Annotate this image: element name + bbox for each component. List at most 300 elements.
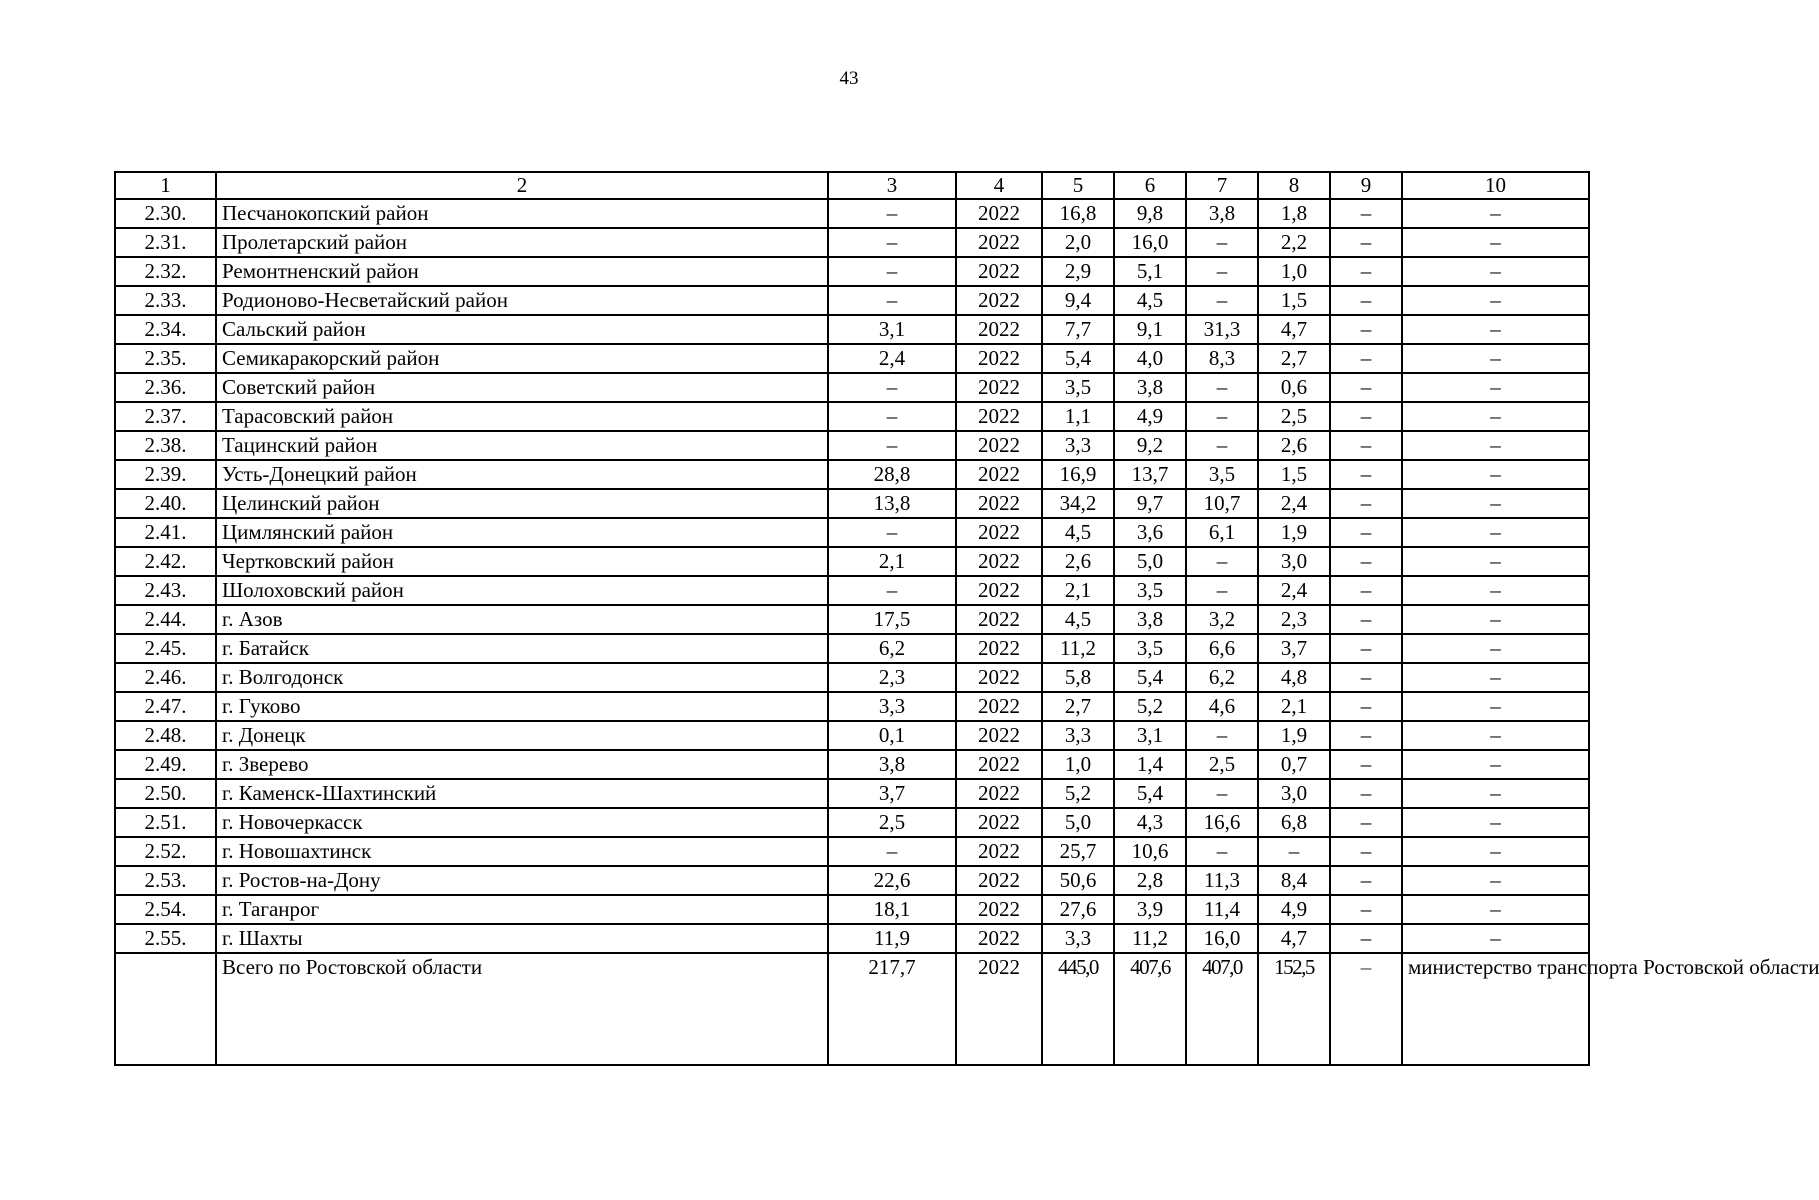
table-row bbox=[115, 750, 1589, 779]
row-cell-6: 3,5 bbox=[1114, 576, 1186, 605]
row-cell-8: 1,5 bbox=[1258, 286, 1330, 315]
row-cell-5: 1,1 bbox=[1042, 402, 1114, 431]
row-number: 2.41. bbox=[115, 518, 216, 547]
row-cell-6: 4,0 bbox=[1114, 344, 1186, 373]
row-cell-9: – bbox=[1330, 286, 1402, 315]
row-number: 2.46. bbox=[115, 663, 216, 692]
header-cell-10: 10 bbox=[1402, 172, 1589, 199]
row-cell-10: – bbox=[1402, 286, 1589, 315]
row-number: 2.49. bbox=[115, 750, 216, 779]
row-cell-10: – bbox=[1402, 402, 1589, 431]
row-cell-3: – bbox=[828, 402, 956, 431]
header-cell-7: 7 bbox=[1186, 172, 1258, 199]
row-cell-4: 2022 bbox=[956, 373, 1042, 402]
row-cell-3: 11,9 bbox=[828, 924, 956, 953]
row-cell-9: – bbox=[1330, 518, 1402, 547]
row-name: Чертковский район bbox=[216, 547, 828, 576]
row-cell-4: 2022 bbox=[956, 576, 1042, 605]
row-cell-10: – bbox=[1402, 924, 1589, 953]
row-cell-10: – bbox=[1402, 895, 1589, 924]
row-cell-9: – bbox=[1330, 750, 1402, 779]
row-cell-5: 9,4 bbox=[1042, 286, 1114, 315]
row-cell-6: 9,8 bbox=[1114, 199, 1186, 228]
row-cell-4: 2022 bbox=[956, 518, 1042, 547]
row-cell-3: 2,1 bbox=[828, 547, 956, 576]
header-cell-4: 4 bbox=[956, 172, 1042, 199]
row-cell-8: 8,4 bbox=[1258, 866, 1330, 895]
row-number: 2.53. bbox=[115, 866, 216, 895]
row-cell-5: 2,1 bbox=[1042, 576, 1114, 605]
row-name: Советский район bbox=[216, 373, 828, 402]
row-cell-6: 5,4 bbox=[1114, 779, 1186, 808]
row-number: 2.55. bbox=[115, 924, 216, 953]
total-label: Всего по Ростовской области bbox=[216, 953, 828, 1065]
table-row bbox=[115, 315, 1589, 344]
row-cell-9: – bbox=[1330, 460, 1402, 489]
row-cell-4: 2022 bbox=[956, 460, 1042, 489]
total-responsible: министерство транспорта Ростовской области bbox=[1402, 953, 1589, 1065]
row-cell-7: – bbox=[1186, 228, 1258, 257]
row-cell-8: – bbox=[1258, 837, 1330, 866]
row-cell-3: 3,3 bbox=[828, 692, 956, 721]
row-name: Тацинский район bbox=[216, 431, 828, 460]
row-cell-5: 5,2 bbox=[1042, 779, 1114, 808]
total-row bbox=[115, 953, 1589, 1065]
row-name: Шолоховский район bbox=[216, 576, 828, 605]
row-name: г. Ростов-на-Дону bbox=[216, 866, 828, 895]
row-cell-5: 2,7 bbox=[1042, 692, 1114, 721]
row-number: 2.44. bbox=[115, 605, 216, 634]
row-name: г. Новочеркасск bbox=[216, 808, 828, 837]
row-cell-5: 4,5 bbox=[1042, 605, 1114, 634]
row-cell-3: – bbox=[828, 518, 956, 547]
row-number: 2.33. bbox=[115, 286, 216, 315]
table-row bbox=[115, 518, 1589, 547]
row-cell-4: 2022 bbox=[956, 257, 1042, 286]
header-cell-5: 5 bbox=[1042, 172, 1114, 199]
row-cell-3: – bbox=[828, 286, 956, 315]
row-name: Семикаракорский район bbox=[216, 344, 828, 373]
row-name: Родионово-Несветайский район bbox=[216, 286, 828, 315]
header-cell-9: 9 bbox=[1330, 172, 1402, 199]
row-cell-9: – bbox=[1330, 721, 1402, 750]
row-cell-6: 11,2 bbox=[1114, 924, 1186, 953]
row-cell-4: 2022 bbox=[956, 228, 1042, 257]
row-cell-9: – bbox=[1330, 779, 1402, 808]
row-cell-8: 1,0 bbox=[1258, 257, 1330, 286]
table-row bbox=[115, 924, 1589, 953]
total-cell-6: 407,6 bbox=[1114, 953, 1186, 1065]
row-cell-8: 2,4 bbox=[1258, 489, 1330, 518]
table-row bbox=[115, 199, 1589, 228]
row-cell-5: 25,7 bbox=[1042, 837, 1114, 866]
row-cell-4: 2022 bbox=[956, 808, 1042, 837]
total-cell-3: 217,7 bbox=[828, 953, 956, 1065]
row-cell-3: – bbox=[828, 228, 956, 257]
header-row bbox=[115, 172, 1589, 199]
table-row bbox=[115, 692, 1589, 721]
row-cell-10: – bbox=[1402, 721, 1589, 750]
row-cell-3: – bbox=[828, 837, 956, 866]
row-cell-8: 1,5 bbox=[1258, 460, 1330, 489]
row-cell-10: – bbox=[1402, 750, 1589, 779]
row-cell-5: 2,6 bbox=[1042, 547, 1114, 576]
row-cell-7: – bbox=[1186, 286, 1258, 315]
row-cell-8: 6,8 bbox=[1258, 808, 1330, 837]
row-cell-10: – bbox=[1402, 199, 1589, 228]
row-cell-6: 3,5 bbox=[1114, 634, 1186, 663]
row-cell-8: 1,9 bbox=[1258, 518, 1330, 547]
row-cell-7: – bbox=[1186, 431, 1258, 460]
row-cell-6: 3,8 bbox=[1114, 605, 1186, 634]
row-cell-6: 5,4 bbox=[1114, 663, 1186, 692]
row-cell-3: 3,8 bbox=[828, 750, 956, 779]
row-cell-10: – bbox=[1402, 518, 1589, 547]
row-cell-10: – bbox=[1402, 663, 1589, 692]
row-cell-3: 3,1 bbox=[828, 315, 956, 344]
row-cell-3: 3,7 bbox=[828, 779, 956, 808]
row-cell-4: 2022 bbox=[956, 547, 1042, 576]
row-cell-10: – bbox=[1402, 489, 1589, 518]
row-cell-7: 11,3 bbox=[1186, 866, 1258, 895]
row-cell-3: 6,2 bbox=[828, 634, 956, 663]
row-cell-8: 2,2 bbox=[1258, 228, 1330, 257]
row-cell-9: – bbox=[1330, 547, 1402, 576]
row-cell-9: – bbox=[1330, 663, 1402, 692]
row-cell-4: 2022 bbox=[956, 286, 1042, 315]
row-cell-4: 2022 bbox=[956, 344, 1042, 373]
row-cell-10: – bbox=[1402, 808, 1589, 837]
table-row bbox=[115, 344, 1589, 373]
row-cell-8: 3,0 bbox=[1258, 547, 1330, 576]
row-cell-7: – bbox=[1186, 373, 1258, 402]
row-name: г. Новошахтинск bbox=[216, 837, 828, 866]
row-number: 2.40. bbox=[115, 489, 216, 518]
row-cell-5: 4,5 bbox=[1042, 518, 1114, 547]
row-cell-3: – bbox=[828, 431, 956, 460]
row-cell-6: 4,3 bbox=[1114, 808, 1186, 837]
row-cell-4: 2022 bbox=[956, 315, 1042, 344]
row-cell-10: – bbox=[1402, 576, 1589, 605]
row-cell-8: 1,8 bbox=[1258, 199, 1330, 228]
row-cell-7: – bbox=[1186, 837, 1258, 866]
row-cell-5: 3,3 bbox=[1042, 431, 1114, 460]
row-cell-10: – bbox=[1402, 547, 1589, 576]
row-cell-8: 0,7 bbox=[1258, 750, 1330, 779]
row-cell-6: 13,7 bbox=[1114, 460, 1186, 489]
row-cell-6: 9,2 bbox=[1114, 431, 1186, 460]
row-cell-9: – bbox=[1330, 924, 1402, 953]
row-cell-4: 2022 bbox=[956, 750, 1042, 779]
row-cell-4: 2022 bbox=[956, 489, 1042, 518]
row-cell-6: 9,7 bbox=[1114, 489, 1186, 518]
row-number: 2.47. bbox=[115, 692, 216, 721]
row-cell-9: – bbox=[1330, 692, 1402, 721]
row-cell-7: 31,3 bbox=[1186, 315, 1258, 344]
row-cell-7: 3,8 bbox=[1186, 199, 1258, 228]
row-cell-8: 2,7 bbox=[1258, 344, 1330, 373]
row-cell-9: – bbox=[1330, 373, 1402, 402]
row-cell-8: 4,8 bbox=[1258, 663, 1330, 692]
row-cell-8: 3,0 bbox=[1258, 779, 1330, 808]
table-row bbox=[115, 460, 1589, 489]
row-cell-6: 4,5 bbox=[1114, 286, 1186, 315]
row-cell-8: 3,7 bbox=[1258, 634, 1330, 663]
row-name: Цимлянский район bbox=[216, 518, 828, 547]
row-cell-7: 3,5 bbox=[1186, 460, 1258, 489]
row-number: 2.38. bbox=[115, 431, 216, 460]
row-number: 2.50. bbox=[115, 779, 216, 808]
row-cell-3: 17,5 bbox=[828, 605, 956, 634]
table-row bbox=[115, 228, 1589, 257]
row-cell-9: – bbox=[1330, 576, 1402, 605]
row-number: 2.34. bbox=[115, 315, 216, 344]
table-row bbox=[115, 837, 1589, 866]
table-row bbox=[115, 721, 1589, 750]
row-cell-6: 3,9 bbox=[1114, 895, 1186, 924]
header-cell-8: 8 bbox=[1258, 172, 1330, 199]
row-cell-10: – bbox=[1402, 634, 1589, 663]
row-cell-8: 2,3 bbox=[1258, 605, 1330, 634]
row-cell-7: 16,6 bbox=[1186, 808, 1258, 837]
row-cell-7: 6,1 bbox=[1186, 518, 1258, 547]
row-name: г. Донецк bbox=[216, 721, 828, 750]
row-cell-6: 3,8 bbox=[1114, 373, 1186, 402]
row-cell-10: – bbox=[1402, 692, 1589, 721]
header-cell-3: 3 bbox=[828, 172, 956, 199]
row-cell-3: 18,1 bbox=[828, 895, 956, 924]
row-cell-5: 34,2 bbox=[1042, 489, 1114, 518]
row-cell-8: 2,6 bbox=[1258, 431, 1330, 460]
row-cell-7: 3,2 bbox=[1186, 605, 1258, 634]
total-cell-5: 445,0 bbox=[1042, 953, 1114, 1065]
row-cell-4: 2022 bbox=[956, 605, 1042, 634]
row-cell-5: 1,0 bbox=[1042, 750, 1114, 779]
row-cell-6: 2,8 bbox=[1114, 866, 1186, 895]
total-num bbox=[115, 953, 216, 1065]
row-number: 2.30. bbox=[115, 199, 216, 228]
row-cell-7: 6,2 bbox=[1186, 663, 1258, 692]
row-cell-8: 1,9 bbox=[1258, 721, 1330, 750]
row-cell-6: 1,4 bbox=[1114, 750, 1186, 779]
table-row bbox=[115, 547, 1589, 576]
row-cell-5: 5,8 bbox=[1042, 663, 1114, 692]
row-cell-9: – bbox=[1330, 866, 1402, 895]
row-cell-8: 2,4 bbox=[1258, 576, 1330, 605]
table-row bbox=[115, 576, 1589, 605]
table-row bbox=[115, 431, 1589, 460]
row-cell-7: – bbox=[1186, 779, 1258, 808]
row-name: Тарасовский район bbox=[216, 402, 828, 431]
row-cell-3: 28,8 bbox=[828, 460, 956, 489]
row-cell-10: – bbox=[1402, 431, 1589, 460]
row-cell-5: 2,9 bbox=[1042, 257, 1114, 286]
row-cell-4: 2022 bbox=[956, 692, 1042, 721]
row-cell-5: 7,7 bbox=[1042, 315, 1114, 344]
row-cell-9: – bbox=[1330, 489, 1402, 518]
row-cell-3: – bbox=[828, 257, 956, 286]
table-row bbox=[115, 895, 1589, 924]
row-cell-6: 4,9 bbox=[1114, 402, 1186, 431]
total-cell-7: 407,0 bbox=[1186, 953, 1258, 1065]
row-number: 2.45. bbox=[115, 634, 216, 663]
page-number: 43 bbox=[839, 68, 859, 89]
row-number: 2.35. bbox=[115, 344, 216, 373]
row-name: г. Волгодонск bbox=[216, 663, 828, 692]
row-cell-7: – bbox=[1186, 547, 1258, 576]
row-cell-9: – bbox=[1330, 344, 1402, 373]
row-cell-9: – bbox=[1330, 402, 1402, 431]
row-cell-3: 22,6 bbox=[828, 866, 956, 895]
row-cell-6: 5,1 bbox=[1114, 257, 1186, 286]
row-cell-9: – bbox=[1330, 634, 1402, 663]
table-row bbox=[115, 808, 1589, 837]
row-number: 2.31. bbox=[115, 228, 216, 257]
row-cell-3: 2,4 bbox=[828, 344, 956, 373]
row-cell-5: 5,4 bbox=[1042, 344, 1114, 373]
row-number: 2.32. bbox=[115, 257, 216, 286]
row-cell-10: – bbox=[1402, 837, 1589, 866]
total-cell-4: 2022 bbox=[956, 953, 1042, 1065]
row-cell-8: 0,6 bbox=[1258, 373, 1330, 402]
row-name: г. Батайск bbox=[216, 634, 828, 663]
header-cell-6: 6 bbox=[1114, 172, 1186, 199]
row-cell-7: 6,6 bbox=[1186, 634, 1258, 663]
row-cell-7: – bbox=[1186, 721, 1258, 750]
row-cell-7: 16,0 bbox=[1186, 924, 1258, 953]
row-cell-9: – bbox=[1330, 228, 1402, 257]
row-cell-9: – bbox=[1330, 605, 1402, 634]
row-cell-7: 11,4 bbox=[1186, 895, 1258, 924]
row-cell-5: 16,9 bbox=[1042, 460, 1114, 489]
row-cell-7: 2,5 bbox=[1186, 750, 1258, 779]
row-cell-6: 16,0 bbox=[1114, 228, 1186, 257]
header-cell-2: 2 bbox=[216, 172, 828, 199]
row-cell-4: 2022 bbox=[956, 837, 1042, 866]
row-cell-4: 2022 bbox=[956, 199, 1042, 228]
row-name: Усть-Донецкий район bbox=[216, 460, 828, 489]
row-name: Ремонтненский район bbox=[216, 257, 828, 286]
data-table bbox=[114, 171, 1819, 1066]
row-cell-10: – bbox=[1402, 315, 1589, 344]
row-cell-4: 2022 bbox=[956, 431, 1042, 460]
row-cell-6: 10,6 bbox=[1114, 837, 1186, 866]
row-cell-5: 16,8 bbox=[1042, 199, 1114, 228]
row-cell-10: – bbox=[1402, 779, 1589, 808]
row-number: 2.36. bbox=[115, 373, 216, 402]
total-cell-9: – bbox=[1330, 953, 1402, 1065]
row-cell-10: – bbox=[1402, 373, 1589, 402]
row-cell-6: 3,1 bbox=[1114, 721, 1186, 750]
row-cell-4: 2022 bbox=[956, 866, 1042, 895]
row-name: г. Каменск-Шахтинский bbox=[216, 779, 828, 808]
row-cell-9: – bbox=[1330, 315, 1402, 344]
row-cell-4: 2022 bbox=[956, 721, 1042, 750]
row-cell-5: 11,2 bbox=[1042, 634, 1114, 663]
row-cell-10: – bbox=[1402, 257, 1589, 286]
row-number: 2.51. bbox=[115, 808, 216, 837]
row-cell-5: 2,0 bbox=[1042, 228, 1114, 257]
row-cell-10: – bbox=[1402, 460, 1589, 489]
row-name: Целинский район bbox=[216, 489, 828, 518]
row-cell-3: 2,3 bbox=[828, 663, 956, 692]
row-cell-5: 3,5 bbox=[1042, 373, 1114, 402]
table-row bbox=[115, 402, 1589, 431]
row-name: Песчанокопский район bbox=[216, 199, 828, 228]
row-number: 2.48. bbox=[115, 721, 216, 750]
row-cell-7: 10,7 bbox=[1186, 489, 1258, 518]
row-cell-5: 27,6 bbox=[1042, 895, 1114, 924]
row-name: г. Азов bbox=[216, 605, 828, 634]
row-cell-9: – bbox=[1330, 257, 1402, 286]
row-cell-10: – bbox=[1402, 344, 1589, 373]
row-cell-4: 2022 bbox=[956, 663, 1042, 692]
total-cell-8: 152,5 bbox=[1258, 953, 1330, 1065]
row-cell-3: – bbox=[828, 373, 956, 402]
row-cell-4: 2022 bbox=[956, 924, 1042, 953]
table-row bbox=[115, 663, 1589, 692]
row-cell-3: 2,5 bbox=[828, 808, 956, 837]
row-cell-4: 2022 bbox=[956, 402, 1042, 431]
row-name: г. Зверево bbox=[216, 750, 828, 779]
row-cell-8: 2,5 bbox=[1258, 402, 1330, 431]
row-number: 2.42. bbox=[115, 547, 216, 576]
row-cell-3: 13,8 bbox=[828, 489, 956, 518]
row-cell-3: – bbox=[828, 576, 956, 605]
table-row bbox=[115, 373, 1589, 402]
table-row bbox=[115, 489, 1589, 518]
row-cell-4: 2022 bbox=[956, 634, 1042, 663]
table-row bbox=[115, 634, 1589, 663]
row-cell-7: – bbox=[1186, 402, 1258, 431]
row-cell-9: – bbox=[1330, 837, 1402, 866]
row-number: 2.43. bbox=[115, 576, 216, 605]
row-number: 2.52. bbox=[115, 837, 216, 866]
row-cell-8: 4,7 bbox=[1258, 924, 1330, 953]
row-cell-7: – bbox=[1186, 257, 1258, 286]
row-cell-6: 9,1 bbox=[1114, 315, 1186, 344]
row-cell-6: 5,0 bbox=[1114, 547, 1186, 576]
row-cell-8: 4,9 bbox=[1258, 895, 1330, 924]
row-cell-3: – bbox=[828, 199, 956, 228]
row-number: 2.39. bbox=[115, 460, 216, 489]
row-cell-4: 2022 bbox=[956, 895, 1042, 924]
table-row bbox=[115, 286, 1589, 315]
row-number: 2.37. bbox=[115, 402, 216, 431]
row-name: г. Гуково bbox=[216, 692, 828, 721]
row-name: г. Таганрог bbox=[216, 895, 828, 924]
table-row bbox=[115, 866, 1589, 895]
row-cell-5: 3,3 bbox=[1042, 721, 1114, 750]
row-cell-3: 0,1 bbox=[828, 721, 956, 750]
row-cell-6: 5,2 bbox=[1114, 692, 1186, 721]
row-cell-4: 2022 bbox=[956, 779, 1042, 808]
row-number: 2.54. bbox=[115, 895, 216, 924]
row-cell-9: – bbox=[1330, 895, 1402, 924]
row-cell-5: 5,0 bbox=[1042, 808, 1114, 837]
row-cell-10: – bbox=[1402, 866, 1589, 895]
row-cell-6: 3,6 bbox=[1114, 518, 1186, 547]
row-cell-10: – bbox=[1402, 605, 1589, 634]
table-row bbox=[115, 257, 1589, 286]
row-cell-9: – bbox=[1330, 808, 1402, 837]
row-cell-7: – bbox=[1186, 576, 1258, 605]
row-cell-5: 3,3 bbox=[1042, 924, 1114, 953]
row-cell-7: 4,6 bbox=[1186, 692, 1258, 721]
row-name: Сальский район bbox=[216, 315, 828, 344]
row-cell-7: 8,3 bbox=[1186, 344, 1258, 373]
row-cell-5: 50,6 bbox=[1042, 866, 1114, 895]
